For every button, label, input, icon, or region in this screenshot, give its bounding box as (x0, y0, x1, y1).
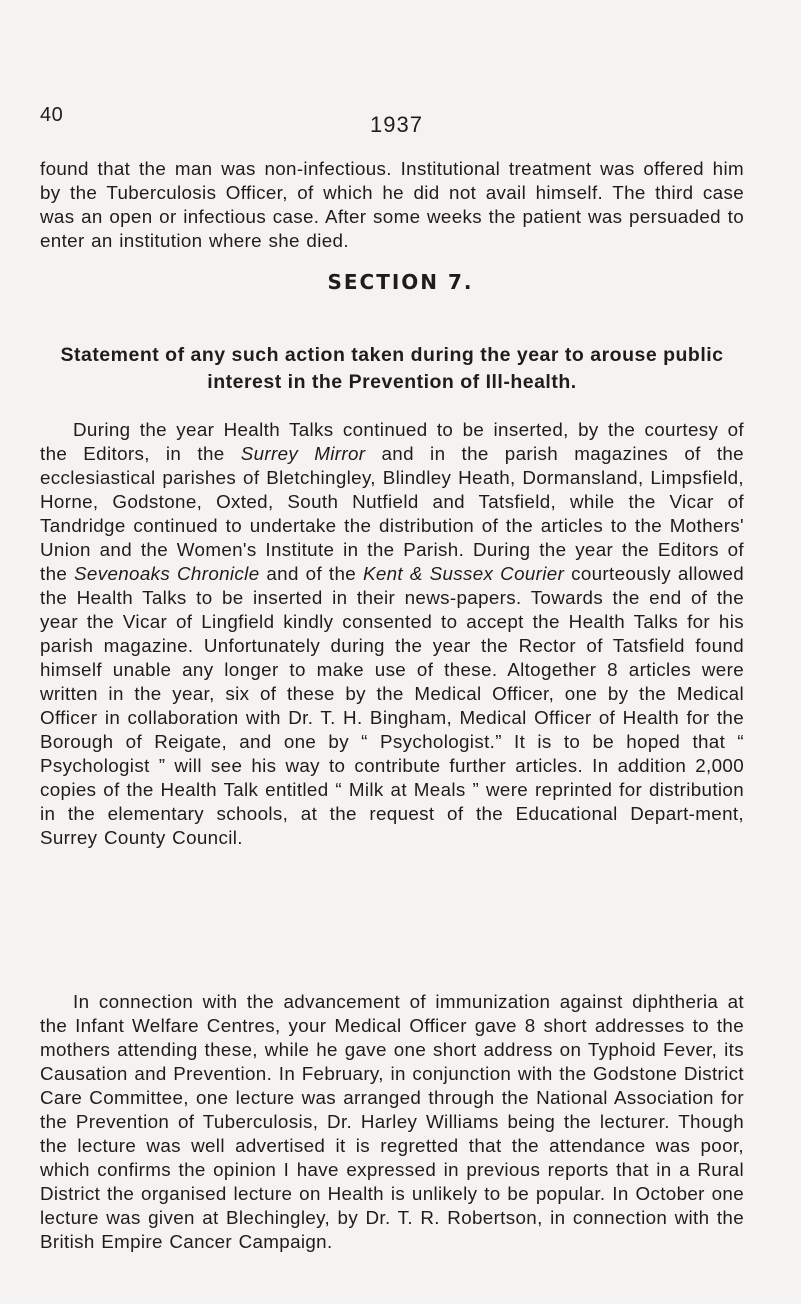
health-talks-paragraph (40, 418, 744, 850)
paragraph-text: During the year Health Talks continued to be inserted, by the courtesy of the Editors, in the (40, 419, 744, 464)
lectures-paragraph: In connection with the advancement of immunization against diphtheria at the Infant Welfare Centres, your Medical Officer gave 8 short addresses to the mothers attending these, while he gave one short address on Typhoid Fever, its Causation and Prevention. In February, in conjunction with the Godstone District Care Committee, one lecture was arranged through the National Association for the Prevention of Tuberculosis, Dr. Harley Williams being the lecturer. Though the lecture was well advertised it is regretted that the attendance was poor, which confirms the opinion I have expressed in previous reports that in a Rural District the organised lecture on Health is unlikely to be popular. In October one lecture was given at Blechingley, by Dr. T. R. Robertson, in connection with the British Empire Cancer Campaign. (40, 991, 744, 1252)
page-year: 1937 (370, 112, 423, 137)
intro-paragraph: found that the man was non-infectious. Institutional treatment was offered him by the Tuberculosis Officer, of which he did not avail himself. The third case was an open or infectious case. After some weeks the patient was persuaded to enter an institution where she died. (40, 158, 744, 251)
paragraph-text: and of the (259, 563, 363, 584)
paragraph-text: and in the parish magazines of the ecclesiastical parishes of Bletchingley, Blindley Heath, Dormansland, Limpsfield, Horne, Godstone, Oxted, South Nutfield and Tatsfield, while the Vicar of Tandridge continued to undertake the distribution of the articles to the Mothers' Union and the Women's Institute in the Parish. During the year the Editors of the (40, 443, 744, 584)
section-heading: SECTION 7. (327, 270, 474, 294)
newspaper-title: Surrey Mirror (240, 443, 366, 464)
page-number: 40 (40, 104, 64, 126)
newspaper-title: Kent & Sussex Courier (362, 563, 565, 584)
section-title: Statement of any such action taken during the year to arouse public interest in the Prevention of Ill-health. (60, 344, 724, 393)
paragraph-text: courteously allowed the Health Talks to be inserted in their news-papers. Towards the end of the year the Vicar of Lingfield kindly consented to accept the Health Talks for his parish magazine. Unfortunately during the year the Rector of Tatsfield found himself unable any longer to make use of these. Altogether 8 articles were written in the year, six of these by the Medical Officer, one by the Medical Officer in collaboration with Dr. T. H. Bingham, Medical Officer of Health for the Borough of Reigate, and one by “ Psychologist.” It is to be hoped that “ Psychologist ” will see his way to contribute further articles. In addition 2,000 copies of the Health Talk entitled “ Milk at Meals ” were reprinted for distribution in the elementary schools, at the request of the Educational Depart-ment, Surrey County Council. (40, 563, 745, 848)
newspaper-title: Sevenoaks Chronicle (74, 563, 260, 584)
